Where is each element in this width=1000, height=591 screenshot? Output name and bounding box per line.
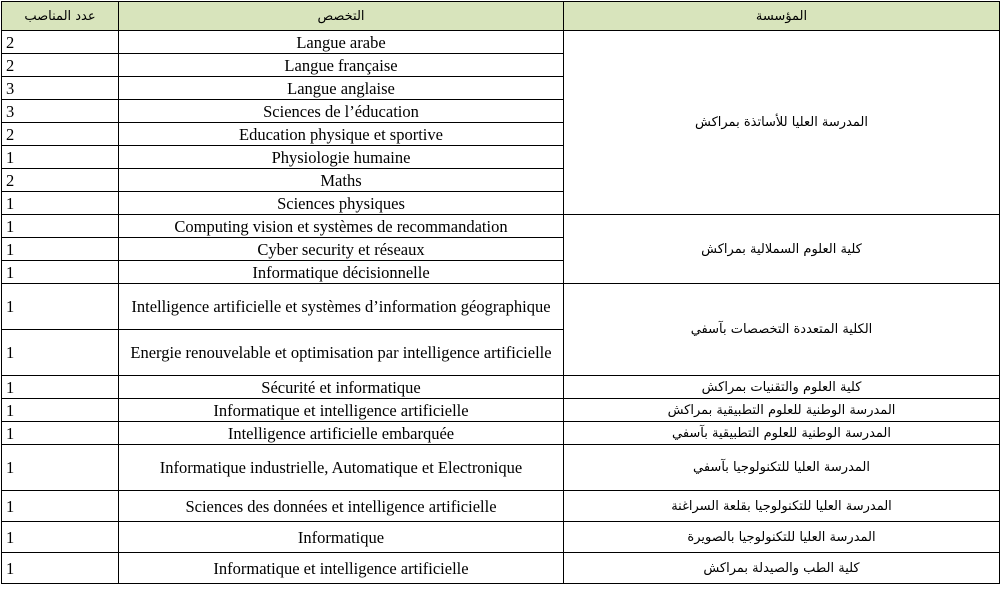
count-cell: 2: [2, 169, 119, 192]
specialty-cell: Langue anglaise: [119, 77, 564, 100]
institution-cell: كلية العلوم السملالية بمراكش: [564, 215, 1000, 284]
table-row: [2, 376, 1000, 399]
specialty-cell: Intelligence artificielle et systèmes d’information géographique: [119, 284, 564, 330]
specialty-cell: Education physique et sportive: [119, 123, 564, 146]
specialty-cell: Sciences des données et intelligence artificielle: [119, 491, 564, 522]
specialty-cell: Maths: [119, 169, 564, 192]
count-cell: 1: [2, 553, 119, 584]
specialty-cell: Langue arabe: [119, 31, 564, 54]
specialty-cell: Sciences physiques: [119, 192, 564, 215]
count-cell: 1: [2, 491, 119, 522]
table-row: [2, 422, 1000, 445]
institution-cell: كلية العلوم والتقنيات بمراكش: [564, 376, 1000, 399]
specialty-cell: Informatique et intelligence artificielle: [119, 399, 564, 422]
count-cell: 3: [2, 77, 119, 100]
positions-table: [1, 1, 1000, 584]
header-institution: المؤسسة: [564, 2, 1000, 31]
count-cell: 3: [2, 100, 119, 123]
institution-cell: المدرسة العليا للتكنولوجيا بقلعة السراغنة: [564, 491, 1000, 522]
table-row: [2, 522, 1000, 553]
institution-cell: المدرسة العليا للأساتذة بمراكش: [564, 31, 1000, 215]
specialty-cell: Intelligence artificielle embarquée: [119, 422, 564, 445]
specialty-cell: Sciences de l’éducation: [119, 100, 564, 123]
count-cell: 1: [2, 330, 119, 376]
table-row: [2, 553, 1000, 584]
specialty-cell: Informatique et intelligence artificielle: [119, 553, 564, 584]
table-row: [2, 215, 1000, 238]
count-cell: 2: [2, 31, 119, 54]
institution-cell: المدرسة الوطنية للعلوم التطبيقية بآسفي: [564, 422, 1000, 445]
count-cell: 2: [2, 123, 119, 146]
table-row: [2, 445, 1000, 491]
count-cell: 1: [2, 376, 119, 399]
header-count: عدد المناصب: [2, 2, 119, 31]
header-specialty: التخصص: [119, 2, 564, 31]
institution-cell: كلية الطب والصيدلة بمراكش: [564, 553, 1000, 584]
specialty-cell: Computing vision et systèmes de recommandation: [119, 215, 564, 238]
table-row: [2, 399, 1000, 422]
specialty-cell: Informatique industrielle, Automatique et Electronique: [119, 445, 564, 491]
specialty-cell: Physiologie humaine: [119, 146, 564, 169]
count-cell: 1: [2, 215, 119, 238]
count-cell: 1: [2, 261, 119, 284]
specialty-cell: Energie renouvelable et optimisation par intelligence artificielle: [119, 330, 564, 376]
institution-cell: الكلية المتعددة التخصصات بآسفي: [564, 284, 1000, 376]
specialty-cell: Sécurité et informatique: [119, 376, 564, 399]
table-row: [2, 491, 1000, 522]
specialty-cell: Informatique: [119, 522, 564, 553]
specialty-cell: Cyber security et réseaux: [119, 238, 564, 261]
count-cell: 1: [2, 522, 119, 553]
table-row: [2, 284, 1000, 330]
header-row: [2, 2, 1000, 31]
count-cell: 1: [2, 146, 119, 169]
count-cell: 1: [2, 445, 119, 491]
count-cell: 1: [2, 399, 119, 422]
institution-cell: المدرسة الوطنية للعلوم التطبيقية بمراكش: [564, 399, 1000, 422]
count-cell: 1: [2, 284, 119, 330]
specialty-cell: Langue française: [119, 54, 564, 77]
institution-cell: المدرسة العليا للتكنولوجيا بآسفي: [564, 445, 1000, 491]
count-cell: 1: [2, 238, 119, 261]
count-cell: 1: [2, 192, 119, 215]
count-cell: 1: [2, 422, 119, 445]
count-cell: 2: [2, 54, 119, 77]
institution-cell: المدرسة العليا للتكنولوجيا بالصويرة: [564, 522, 1000, 553]
specialty-cell: Informatique décisionnelle: [119, 261, 564, 284]
table-row: [2, 31, 1000, 54]
